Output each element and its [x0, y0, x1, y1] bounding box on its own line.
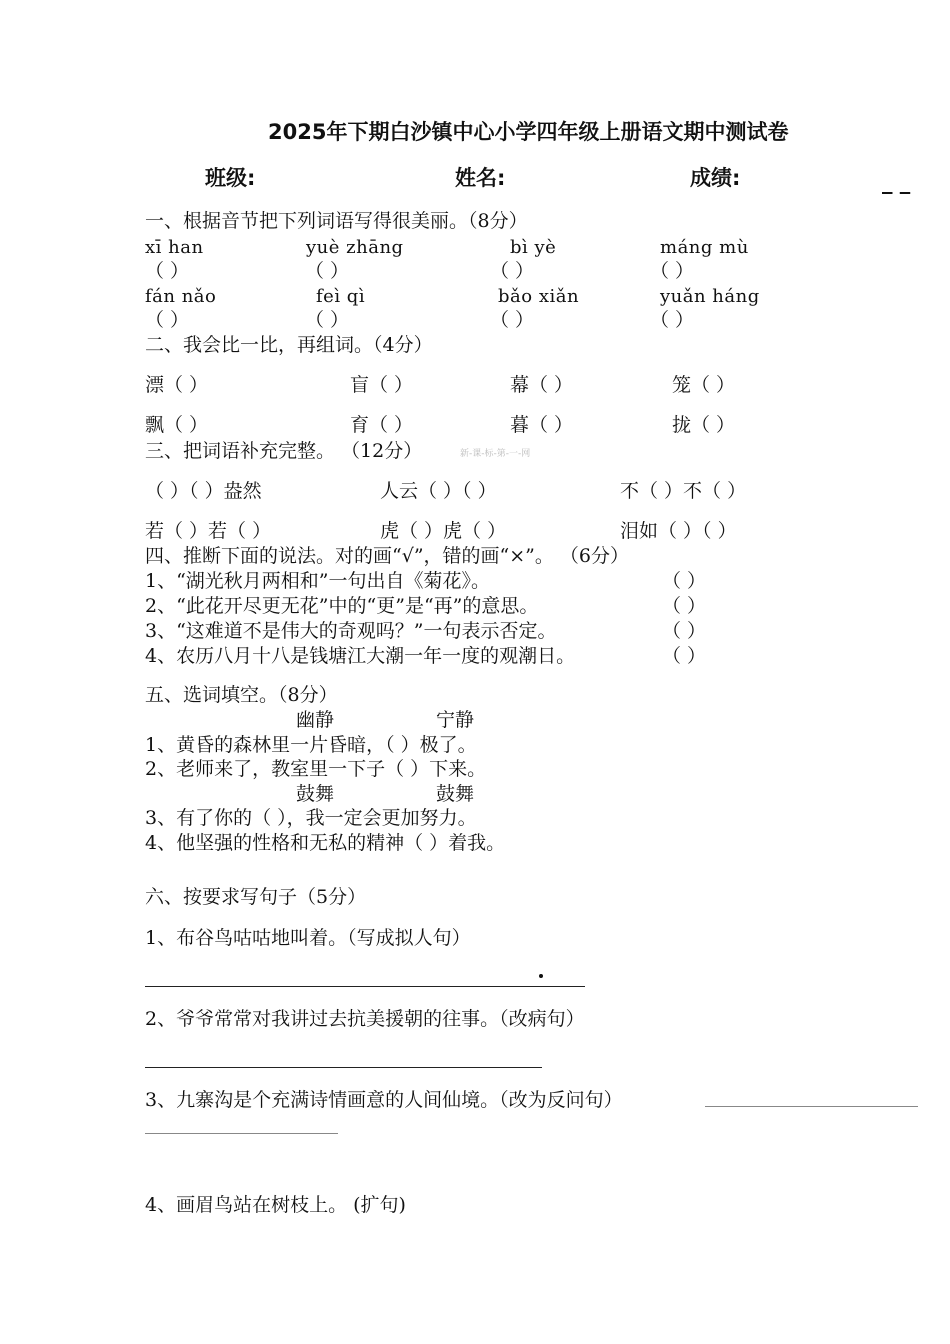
- name-label: 姓名:: [455, 166, 506, 190]
- idiom-item[interactable]: 若（ ）若（ ）: [145, 520, 272, 542]
- judge-item: 4、农历八月十八是钱塘江大潮一年一度的观潮日。: [145, 645, 576, 667]
- answer-blank[interactable]: （ ）: [650, 309, 695, 331]
- idiom-item[interactable]: 泪如（ ）（ ）: [620, 520, 737, 542]
- answer-blank[interactable]: （ ）: [145, 260, 190, 282]
- sentence-task: 1、布谷鸟咕咕地叫着。（写成拟人句）: [145, 927, 471, 949]
- section-4-heading: 四、推断下面的说法。对的画“√”，错的画“×”。 （6分）: [145, 545, 630, 567]
- sentence-task: 3、九寨沟是个充满诗情画意的人间仙境。（改为反问句）: [145, 1089, 623, 1111]
- compare-item[interactable]: 拢（ ）: [672, 414, 736, 436]
- header-trailing: _ _: [882, 170, 911, 194]
- compare-item[interactable]: 盲（ ）: [350, 374, 414, 396]
- section-2-heading: 二、我会比一比，再组词。（4分）: [145, 334, 433, 356]
- section-6-heading: 六、按要求写句子（5分）: [145, 886, 367, 908]
- fill-item[interactable]: 1、黄昏的森林里一片昏暗，（ ）极了。: [145, 734, 477, 756]
- answer-line[interactable]: [145, 1133, 338, 1134]
- answer-blank[interactable]: （ ）: [490, 260, 535, 282]
- pinyin-8: yuǎn háng: [660, 286, 760, 307]
- answer-line[interactable]: [705, 1106, 918, 1107]
- pinyin-6: feì qì: [316, 286, 366, 307]
- pinyin-4: máng mù: [660, 237, 749, 258]
- judge-blank[interactable]: （ ）: [662, 620, 707, 642]
- dot-mark: [539, 974, 543, 978]
- section-3-heading: 三、把词语补充完整。 （12分）: [145, 440, 423, 462]
- answer-line[interactable]: [145, 1067, 542, 1068]
- compare-item[interactable]: 幕（ ）: [510, 374, 574, 396]
- pinyin-7: bǎo xiǎn: [498, 286, 580, 307]
- judge-item: 3、“这难道不是伟大的奇观吗？”一句表示否定。: [145, 620, 557, 642]
- idiom-item[interactable]: （ ）（ ）盎然: [145, 480, 262, 502]
- compare-item[interactable]: 暮（ ）: [510, 414, 574, 436]
- compare-item[interactable]: 漂（ ）: [145, 374, 209, 396]
- score-label: 成绩:: [690, 166, 741, 190]
- compare-item[interactable]: 笼（ ）: [672, 374, 736, 396]
- word-choice: 鼓舞: [296, 783, 335, 805]
- word-choice: 鼓舞: [436, 783, 475, 805]
- judge-blank[interactable]: （ ）: [662, 595, 707, 617]
- watermark: 新-课-标-第-一-网: [460, 449, 531, 459]
- pinyin-2: yuè zhāng: [306, 237, 404, 258]
- section-1-heading: 一、根据音节把下列词语写得很美丽。（8分）: [145, 210, 528, 232]
- answer-blank[interactable]: （ ）: [305, 260, 350, 282]
- fill-item[interactable]: 3、有了你的（ ），我一定会更加努力。: [145, 807, 477, 829]
- pinyin-1: xī han: [145, 237, 204, 258]
- class-label: 班级:: [205, 166, 256, 190]
- judge-item: 2、“此花开尽更无花”中的“更”是“再”的意思。: [145, 595, 539, 617]
- page-title: 2025年下期白沙镇中心小学四年级上册语文期中测试卷: [268, 120, 789, 144]
- answer-blank[interactable]: （ ）: [490, 309, 535, 331]
- answer-blank[interactable]: （ ）: [305, 309, 350, 331]
- answer-blank[interactable]: （ ）: [650, 260, 695, 282]
- sentence-task: 2、爷爷常常对我讲过去抗美援朝的往事。（改病句）: [145, 1008, 585, 1030]
- word-choice: 宁静: [436, 709, 475, 731]
- sentence-task: 4、画眉鸟站在树枝上。 (扩句): [145, 1194, 406, 1216]
- idiom-item[interactable]: 不（ ）不（ ）: [620, 480, 747, 502]
- fill-item[interactable]: 4、他坚强的性格和无私的精神（ ）着我。: [145, 832, 506, 854]
- answer-blank[interactable]: （ ）: [145, 309, 190, 331]
- pinyin-5: fán nǎo: [145, 286, 217, 307]
- compare-item[interactable]: 育（ ）: [350, 414, 414, 436]
- answer-line[interactable]: [145, 986, 585, 987]
- judge-item: 1、“湖光秋月两相和”一句出自《菊花》。: [145, 570, 491, 592]
- pinyin-3: bì yè: [510, 237, 557, 258]
- idiom-item[interactable]: 虎（ ）虎（ ）: [380, 520, 507, 542]
- compare-item[interactable]: 飘（ ）: [145, 414, 209, 436]
- judge-blank[interactable]: （ ）: [662, 570, 707, 592]
- word-choice: 幽静: [296, 709, 335, 731]
- fill-item[interactable]: 2、老师来了，教室里一下子（ ）下来。: [145, 758, 487, 780]
- section-5-heading: 五、选词填空。（8分）: [145, 684, 338, 706]
- judge-blank[interactable]: （ ）: [662, 645, 707, 667]
- idiom-item[interactable]: 人云（ ）（ ）: [380, 480, 497, 502]
